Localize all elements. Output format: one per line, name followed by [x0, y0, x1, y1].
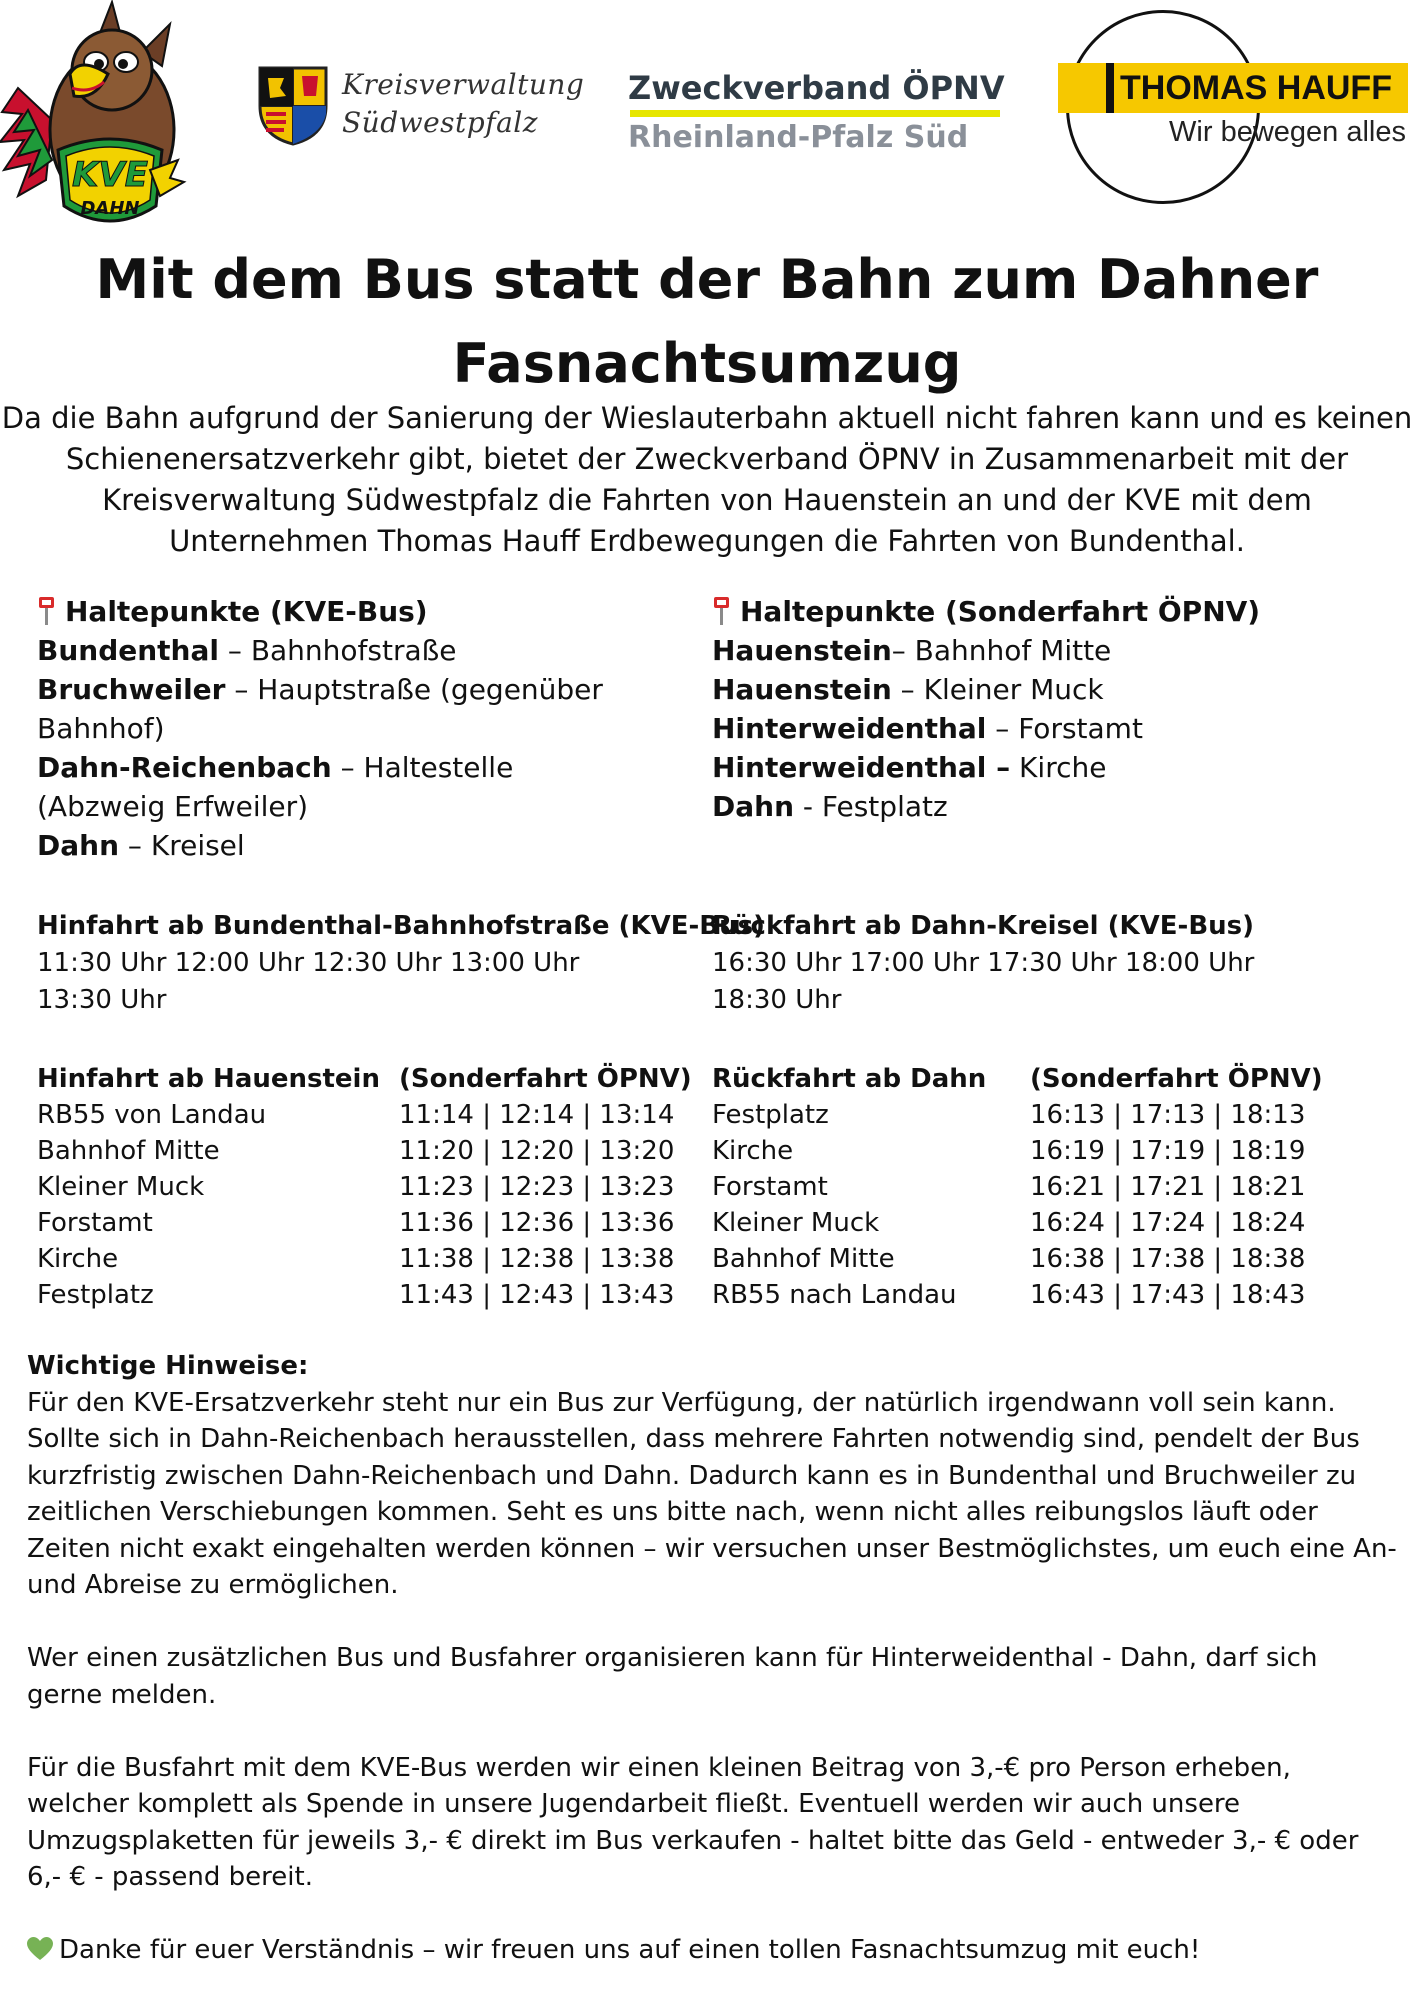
table-row	[37, 1100, 692, 1136]
table-row	[37, 1280, 692, 1316]
stop-detail: Haltestelle (Abzweig Erfweiler)	[37, 751, 514, 823]
zweckverband-logo-line2: Rheinland-Pfalz Süd	[628, 120, 969, 155]
stop-separator	[1010, 751, 1019, 784]
stop-item	[712, 709, 1392, 748]
zweckverband-logo	[628, 68, 1008, 158]
stop-place: Hinterweidenthal –	[712, 751, 1011, 784]
timetable-times: 11:36 | 12:36 | 13:36	[399, 1208, 675, 1238]
stop-place: Bundenthal	[37, 634, 219, 667]
table-row	[712, 1280, 1323, 1316]
outbound-kve-section	[37, 908, 765, 1019]
stop-separator: –	[986, 712, 1019, 745]
notes-paragraph-1: Für den KVE-Ersatzverkehr steht nur ein Bus zur Verfügung, der natürlich irgendwann voll sein kann. Sollte sich in Dahn-Reichenbach herausstellen, dass mehrere Fahrten notwendig sind, pendelt der Bus kurzfristig zwischen Dahn-Reichenbach und Dahn. Dadurch kann es in Bundenthal und Bruchweiler zu zeitlichen Verschiebungen kommen. Seht es uns bitte nach, wenn nicht alles reibungslos läuft oder Zeiten nicht exakt eingehalten werden können – wir versuchen unser Bestmöglichstes, um euch eine An- und Abreise zu ermöglichen.	[27, 1387, 1397, 1600]
return-kve-section	[712, 908, 1312, 1019]
outbound-timetable	[37, 1064, 692, 1316]
stop-item	[712, 631, 1392, 670]
opnv-stops-heading: Haltepunkte (Sonderfahrt ÖPNV)	[740, 595, 1261, 628]
table-row	[37, 1136, 692, 1172]
thanks-line	[27, 1932, 1397, 1969]
stop-item	[37, 748, 637, 826]
timetable-times: 16:24 | 17:24 | 18:24	[1030, 1208, 1306, 1238]
timetable-times: 16:19 | 17:19 | 18:19	[1030, 1136, 1306, 1166]
thanks-text: Danke für euer Verständnis – wir freuen uns auf einen tollen Fasnachtsumzug mit euch!	[59, 1935, 1201, 1965]
timetable-stop: Kirche	[37, 1244, 119, 1274]
timetable-times: 16:43 | 17:43 | 18:43	[1030, 1280, 1306, 1310]
opnv-stops-section	[712, 592, 1392, 826]
kve-griffin-icon	[0, 0, 190, 252]
timetable-stop: RB55 von Landau	[37, 1100, 267, 1130]
stop-detail: Kreisel	[150, 829, 245, 862]
timetable-times: 16:13 | 17:13 | 18:13	[1030, 1100, 1306, 1130]
table-row	[712, 1172, 1323, 1208]
notes-paragraph-2: Wer einen zusätzlichen Bus und Busfahrer organisieren kann für Hinterweidenthal - Dahn, darf sich gerne melden.	[27, 1643, 1318, 1710]
thomas-hauff-logo	[1058, 10, 1408, 210]
timetable-times: 11:23 | 12:23 | 13:23	[399, 1172, 675, 1202]
green-heart-icon	[27, 1937, 53, 1961]
stop-place: Hinterweidenthal	[712, 712, 987, 745]
table-row	[712, 1208, 1323, 1244]
timetable-stop: Kleiner Muck	[37, 1172, 205, 1202]
table-row	[37, 1244, 692, 1280]
timetable-stop: Bahnhof Mitte	[712, 1244, 895, 1274]
stop-item	[37, 670, 637, 748]
timetable-subheading: (Sonderfahrt ÖPNV)	[1030, 1064, 1323, 1094]
stop-item	[37, 826, 637, 865]
timetable-times: 11:38 | 12:38 | 13:38	[399, 1244, 675, 1274]
kreisverwaltung-logo-line1: Kreisverwaltung	[342, 68, 585, 101]
stop-detail: Bahnhof Mitte	[914, 634, 1112, 667]
return-kve-heading: Rückfahrt ab Dahn-Kreisel (KVE-Bus)	[712, 911, 1255, 941]
table-row	[712, 1244, 1323, 1280]
notes-paragraph-3: Für die Busfahrt mit dem KVE-Bus werden wir einen kleinen Beitrag von 3,-€ pro Person erheben, welcher komplett als Spende in unsere Jugendarbeit fließt. Eventuell werden wir auch unsere Umzugsplaketten für jeweils 3,- € direkt im Bus verkaufen - haltet bitte das Geld - entweder 3,- € oder 6,- € - passend bereit.	[27, 1752, 1359, 1892]
kreisverwaltung-logo-line2: Südwestpfalz	[342, 106, 538, 139]
stop-place: Dahn	[712, 790, 795, 823]
stop-detail: Forstamt	[1018, 712, 1143, 745]
timetable-stop: Forstamt	[37, 1208, 153, 1238]
timetable-header	[37, 1064, 692, 1100]
table-row	[37, 1208, 692, 1244]
stop-item	[712, 670, 1392, 709]
timetable-stop: Bahnhof Mitte	[37, 1136, 220, 1166]
stop-separator: –	[219, 634, 251, 667]
kve-stops-heading-row	[37, 592, 637, 631]
timetable-times: 11:43 | 12:43 | 13:43	[399, 1280, 675, 1310]
stop-place: Hauenstein	[712, 634, 892, 667]
timetable-subheading: (Sonderfahrt ÖPNV)	[399, 1064, 692, 1094]
opnv-stops-heading-row	[712, 592, 1392, 631]
table-row	[37, 1172, 692, 1208]
stop-place: Hauenstein	[712, 673, 892, 706]
timetable-header	[712, 1064, 1323, 1100]
coat-of-arms-icon	[258, 66, 328, 146]
stop-separator: -	[794, 790, 822, 823]
notes-section	[27, 1348, 1397, 1969]
stop-detail: Hauptstraße (gegenüber Bahnhof)	[37, 673, 603, 745]
timetable-stop: Kirche	[712, 1136, 794, 1166]
timetable-times: 16:38 | 17:38 | 18:38	[1030, 1244, 1306, 1274]
stop-item	[712, 787, 1392, 826]
timetable-heading: Hinfahrt ab Hauenstein	[37, 1064, 380, 1094]
intro-paragraph: Da die Bahn aufgrund der Sanierung der Wieslauterbahn aktuell nicht fahren kann und es keinen Schienenersatzverkehr gibt, bietet der Zweckverband ÖPNV in Zusammenarbeit mit der Kreisverwaltung Südwestpfalz die Fahrten von Hauenstein an und der KVE mit dem Unternehmen Thomas Hauff Erdbewegungen die Fahrten von Bundenthal.	[1, 401, 1413, 558]
stop-separator: –	[225, 673, 258, 706]
stop-separator: –	[119, 829, 151, 862]
timetable-stop: Forstamt	[712, 1172, 828, 1202]
return-kve-times: 16:30 Uhr 17:00 Uhr 17:30 Uhr 18:00 Uhr 18:30 Uhr	[712, 948, 1255, 1015]
table-row	[712, 1100, 1323, 1136]
outbound-kve-times: 11:30 Uhr 12:00 Uhr 12:30 Uhr 13:00 Uhr 13:30 Uhr	[37, 948, 580, 1015]
stop-place: Bruchweiler	[37, 673, 226, 706]
zweckverband-logo-bar	[630, 110, 1000, 117]
timetable-times: 11:14 | 12:14 | 13:14	[399, 1100, 675, 1130]
stop-detail: Kleiner Muck	[923, 673, 1104, 706]
stop-separator: –	[331, 751, 364, 784]
thomas-hauff-logo-name: THOMAS HAUFF	[1106, 63, 1408, 113]
bus-stop-pin-icon	[712, 597, 732, 625]
kve-stops-heading: Haltepunkte (KVE-Bus)	[65, 595, 428, 628]
kve-stops-section	[37, 592, 637, 865]
stop-detail: Festplatz	[821, 790, 948, 823]
return-timetable	[712, 1064, 1323, 1316]
timetable-stop: Festplatz	[712, 1100, 829, 1130]
bus-stop-pin-icon	[37, 597, 57, 625]
stop-item	[712, 748, 1392, 787]
kreisverwaltung-logo	[258, 62, 585, 148]
stop-detail: Bahnhofstraße	[250, 634, 457, 667]
stop-separator: –	[891, 673, 924, 706]
page-title: Mit dem Bus statt der Bahn zum Dahner Fasnachtsumzug	[95, 248, 1319, 395]
outbound-kve-heading: Hinfahrt ab Bundenthal-Bahnhofstraße (KVE-Bus)	[37, 911, 765, 941]
zweckverband-logo-line1: Zweckverband ÖPNV	[628, 69, 1005, 107]
timetable-stop: Festplatz	[37, 1280, 154, 1310]
stop-place: Dahn-Reichenbach	[37, 751, 332, 784]
thomas-hauff-logo-slogan: Wir bewegen alles	[1169, 116, 1406, 148]
stop-item	[37, 631, 637, 670]
notes-heading: Wichtige Hinweise:	[27, 1351, 309, 1381]
kve-dahn-logo	[0, 0, 190, 252]
table-row	[712, 1136, 1323, 1172]
timetable-stop: RB55 nach Landau	[712, 1280, 957, 1310]
kve-logo-text: KVE	[72, 155, 148, 195]
timetable-heading: Rückfahrt ab Dahn	[712, 1064, 987, 1094]
timetable-times: 16:21 | 17:21 | 18:21	[1030, 1172, 1306, 1202]
timetable-stop: Kleiner Muck	[712, 1208, 880, 1238]
stop-place: Dahn	[37, 829, 120, 862]
stop-detail: Kirche	[1019, 751, 1107, 784]
stop-separator: –	[891, 634, 915, 667]
kve-logo-subtext: DAHN	[80, 198, 140, 219]
timetable-times: 11:20 | 12:20 | 13:20	[399, 1136, 675, 1166]
